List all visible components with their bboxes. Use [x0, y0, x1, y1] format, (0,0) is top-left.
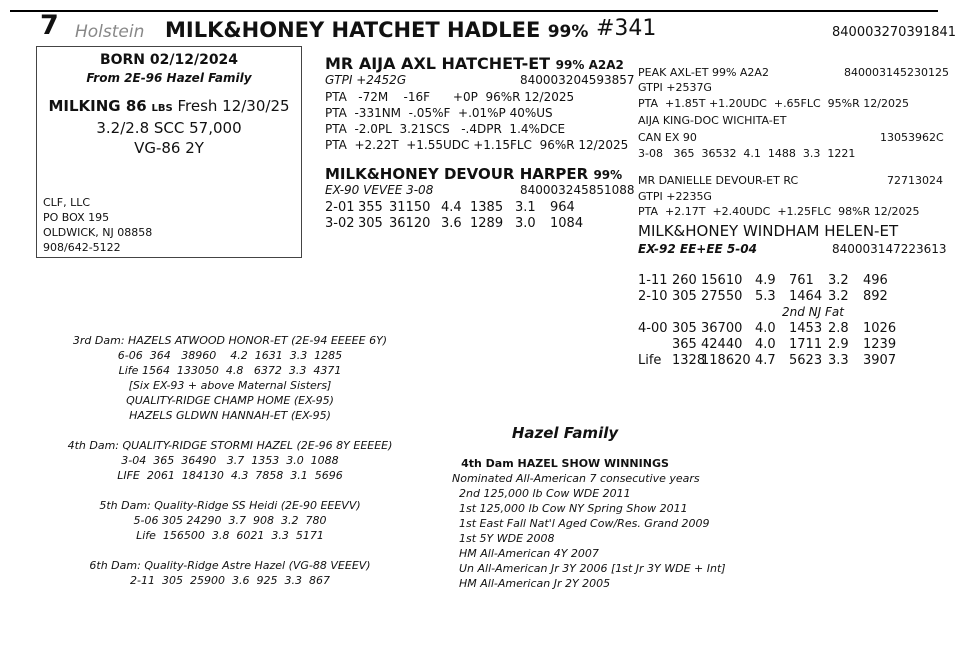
cow-name-text: MILK&HONEY HATCHET HADLEE — [165, 18, 541, 42]
fourth-dam-line: LIFE 2061 184130 4.3 7858 3.1 5696 — [117, 469, 343, 482]
record-fat-pct: 3.6 — [441, 216, 462, 231]
record-age: 2-01 — [325, 200, 355, 215]
record-milk: 36700 — [701, 321, 743, 336]
sires-dam-record: 3-08 365 36532 4.1 1488 3.3 1221 — [638, 147, 856, 160]
record-protein: 496 — [863, 273, 888, 288]
cow-percent: 99% — [547, 22, 589, 42]
record-fat-pct: 4.0 — [755, 337, 776, 352]
sire-gtpi: GTPI +2452G — [325, 73, 407, 87]
dams-sire-name: MR DANIELLE DEVOUR-ET RC — [638, 174, 799, 187]
owner-line: PO BOX 195 — [43, 211, 110, 224]
hazel-show-subtitle: 4th Dam HAZEL SHOW WINNINGS — [461, 457, 669, 470]
dams-dam-name: MILK&HONEY WINDHAM HELEN-ET — [638, 222, 899, 240]
record-protein: 1239 — [863, 337, 897, 352]
sire-pta-line: PTA -72M -16F +0P 96%R 12/2025 — [325, 90, 575, 104]
info-box — [36, 46, 302, 258]
sire-pta-line: PTA +2.22T +1.55UDC +1.15FLC 96%R 12/2025 — [325, 138, 629, 152]
record-days: 305 — [672, 321, 697, 336]
record-fat: 1289 — [470, 216, 504, 231]
sires-sire-pta: PTA +1.85T +1.20UDC +.65FLC 95%R 12/2025 — [638, 97, 909, 110]
fifth-dam-line: 5th Dam: Quality-Ridge SS Heidi (2E-90 EEEVV) — [99, 499, 361, 512]
dam-registration: 840003245851088 — [520, 183, 635, 197]
record-protein-pct: 2.8 — [828, 321, 849, 336]
record-fat: 1453 — [789, 321, 823, 336]
sire-name: MR AIJA AXL HATCHET-ET — [325, 54, 551, 73]
classification: VG-86 2Y — [134, 139, 204, 157]
record-protein-pct: 3.0 — [515, 216, 536, 231]
hazel-win-item: HM All-American Jr 2Y 2005 — [459, 577, 611, 590]
record-fat: 1711 — [789, 337, 823, 352]
sires-sire-gtpi: GTPI +2537G — [638, 81, 712, 94]
sire-tags: 99% A2A2 — [555, 58, 624, 72]
dams-sire-registration: 72713024 — [887, 174, 943, 187]
dam-record-row — [325, 200, 605, 216]
sire-pta-line: PTA -2.0PL 3.21SCS -.4DPR 1.4%DCE — [325, 122, 566, 136]
record-age: 3-02 — [325, 216, 355, 231]
owner-line: OLDWICK, NJ 08858 — [43, 226, 153, 239]
dams-dam-registration: 840003147223613 — [832, 242, 947, 256]
record-days: 305 — [672, 289, 697, 304]
record-fat: 1385 — [470, 200, 504, 215]
record-protein-pct: 3.2 — [828, 289, 849, 304]
dam-record-row — [325, 216, 605, 232]
record-fat-pct: 4.7 — [755, 353, 776, 368]
third-dam-line: 3rd Dam: HAZELS ATWOOD HONOR-ET (2E-94 EEEEE 6Y) — [72, 334, 388, 347]
record-age: 4-00 — [638, 321, 668, 336]
record-protein: 892 — [863, 289, 888, 304]
sires-sire-registration: 840003145230125 — [844, 66, 949, 79]
fourth-dam-line: 4th Dam: QUALITY-RIDGE STORMI HAZEL (2E-96 8Y EEEEE) — [67, 439, 393, 452]
breed-label: Holstein — [75, 22, 145, 42]
sires-dam-name: AIJA KING-DOC WICHITA-ET — [638, 114, 787, 127]
milking-label: MILKING 86 — [48, 97, 147, 115]
record-fat: 761 — [789, 273, 814, 288]
sixth-dam-line: 6th Dam: Quality-Ridge Astre Hazel (VG-88 VEEEV) — [89, 559, 371, 572]
record-milk: 118620 — [701, 353, 751, 368]
dams-sire-gtpi: GTPI +2235G — [638, 190, 712, 203]
record-days: 305 — [358, 216, 383, 231]
dams-dam-record-row — [638, 353, 898, 369]
third-dam-line: HAZELS GLDWN HANNAH-ET (EX-95) — [129, 409, 331, 422]
dam-classification: EX-90 VEVEE 3-08 — [325, 183, 434, 197]
born-date: BORN 02/12/2024 — [99, 52, 239, 68]
cow-registration: 840003270391841 — [832, 25, 957, 40]
record-fat: 1464 — [789, 289, 823, 304]
dam-percent: 99% — [593, 168, 623, 182]
dams-dam-record-row — [638, 337, 898, 353]
record-days: 1328 — [672, 353, 706, 368]
record-protein: 3907 — [863, 353, 897, 368]
hazel-win-item: 1st 125,000 lb Cow NY Spring Show 2011 — [459, 502, 688, 515]
record-protein-pct: 3.1 — [515, 200, 536, 215]
owner-line: 908/642-5122 — [43, 241, 121, 254]
sire-name-line — [325, 54, 624, 73]
record-age: Life — [638, 353, 662, 368]
dams-dam-note: 2nd NJ Fat — [782, 305, 844, 319]
dam-name-line — [325, 165, 622, 183]
record-milk: 31150 — [389, 200, 431, 215]
sires-dam-registration: 13053962C — [880, 131, 944, 144]
record-protein-pct: 2.9 — [828, 337, 849, 352]
record-fat-pct: 4.9 — [755, 273, 776, 288]
hazel-win-item: 1st East Fall Nat'l Aged Cow/Res. Grand 2009 — [459, 517, 710, 530]
fourth-dam-line: 3-04 365 36490 3.7 1353 3.0 1088 — [121, 454, 339, 467]
record-protein: 964 — [550, 200, 575, 215]
hazel-win-item: 1st 5Y WDE 2008 — [459, 532, 555, 545]
third-dam-line: Life 1564 133050 4.8 6372 3.3 4371 — [118, 364, 342, 377]
record-fat: 5623 — [789, 353, 823, 368]
sires-dam-classification: CAN EX 90 — [638, 131, 697, 144]
family-note: From 2E-96 Hazel Family — [86, 71, 252, 85]
record-milk: 36120 — [389, 216, 431, 231]
components: 3.2/2.8 SCC 57,000 — [96, 119, 242, 137]
milking-line — [37, 97, 301, 115]
record-age: 1-11 — [638, 273, 668, 288]
sires-sire-name: PEAK AXL-ET 99% A2A2 — [638, 66, 769, 79]
lot-number: 7 — [40, 10, 59, 41]
record-protein: 1084 — [550, 216, 584, 231]
record-milk: 15610 — [701, 273, 743, 288]
record-days: 365 — [672, 337, 697, 352]
sire-pta-line: PTA -331NM -.05%F +.01%P 40%US — [325, 106, 553, 120]
record-protein-pct: 3.2 — [828, 273, 849, 288]
third-dam-line: QUALITY-RIDGE CHAMP HOME (EX-95) — [126, 394, 334, 407]
record-fat-pct: 4.0 — [755, 321, 776, 336]
hazel-win-item: HM All-American 4Y 2007 — [459, 547, 599, 560]
fifth-dam-line: Life 156500 3.8 6021 3.3 5171 — [136, 529, 324, 542]
dams-dam-record-row — [638, 289, 898, 305]
hazel-family-title: Hazel Family — [511, 424, 619, 442]
milking-fresh: Fresh 12/30/25 — [177, 97, 290, 115]
record-protein: 1026 — [863, 321, 897, 336]
record-days: 260 — [672, 273, 697, 288]
record-fat-pct: 4.4 — [441, 200, 462, 215]
top-rule — [10, 10, 938, 12]
hazel-win-item: 2nd 125,000 lb Cow WDE 2011 — [459, 487, 631, 500]
dams-dam-classification: EX-92 EE+EE 5-04 — [638, 242, 757, 256]
third-dam-line: 6-06 364 38960 4.2 1631 3.3 1285 — [117, 349, 343, 362]
owner-line: CLF, LLC — [43, 196, 91, 209]
tag-number: #341 — [596, 16, 657, 41]
record-days: 355 — [358, 200, 383, 215]
hazel-lead: Nominated All-American 7 consecutive years — [452, 472, 700, 485]
record-milk: 27550 — [701, 289, 743, 304]
sire-registration: 840003204593857 — [520, 73, 635, 87]
record-milk: 42440 — [701, 337, 743, 352]
record-fat-pct: 5.3 — [755, 289, 776, 304]
sixth-dam-line: 2-11 305 25900 3.6 925 3.3 867 — [130, 574, 330, 587]
record-age: 2-10 — [638, 289, 668, 304]
milking-unit: LBS — [151, 103, 173, 114]
dams-dam-record-row — [638, 321, 898, 337]
dams-dam-record-row — [638, 273, 898, 289]
record-protein-pct: 3.3 — [828, 353, 849, 368]
dam-name: MILK&HONEY DEVOUR HARPER — [325, 165, 589, 183]
cow-name — [165, 18, 588, 42]
dams-sire-pta: PTA +2.17T +2.40UDC +1.25FLC 98%R 12/2025 — [638, 205, 920, 218]
third-dam-line: [Six EX-93 + above Maternal Sisters] — [128, 379, 332, 392]
hazel-win-item: Un All-American Jr 3Y 2006 [1st Jr 3Y WDE + Int] — [459, 562, 726, 575]
fifth-dam-line: 5-06 305 24290 3.7 908 3.2 780 — [133, 514, 327, 527]
